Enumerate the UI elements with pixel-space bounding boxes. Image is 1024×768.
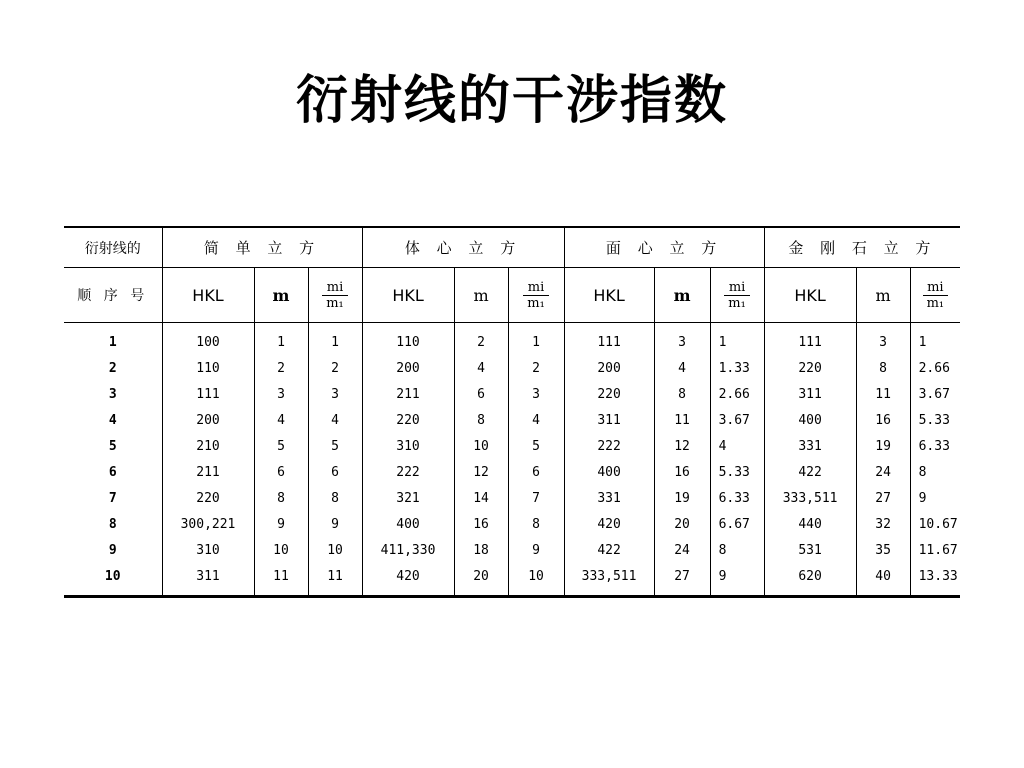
cell-diamond-hkl: 531	[764, 537, 856, 563]
cell-diamond-hkl: 620	[764, 563, 856, 597]
ratio-denominator: m₁	[326, 295, 344, 311]
cell-bcc-ratio: 6	[508, 459, 564, 485]
cell-bcc-hkl: 220	[362, 407, 454, 433]
col-header-hkl: HKL	[362, 268, 454, 323]
col-header-ratio	[508, 268, 564, 323]
cell-row-index: 5	[64, 433, 162, 459]
cell-bcc-m: 4	[454, 355, 508, 381]
cell-fcc-hkl: 333,511	[564, 563, 654, 597]
cell-sc-hkl: 200	[162, 407, 254, 433]
cell-bcc-hkl: 420	[362, 563, 454, 597]
cell-sc-ratio: 3	[308, 381, 362, 407]
col-header-hkl: HKL	[764, 268, 856, 323]
cell-sc-ratio: 6	[308, 459, 362, 485]
table-row	[64, 563, 960, 597]
cell-row-index: 1	[64, 323, 162, 356]
cell-sc-hkl: 310	[162, 537, 254, 563]
cell-fcc-m: 19	[654, 485, 710, 511]
row-index-header-top: 衍射线的	[64, 227, 162, 268]
cell-fcc-m: 8	[654, 381, 710, 407]
table-row	[64, 323, 960, 356]
cell-sc-hkl: 311	[162, 563, 254, 597]
cell-bcc-ratio: 9	[508, 537, 564, 563]
cell-diamond-m: 8	[856, 355, 910, 381]
cell-diamond-hkl: 220	[764, 355, 856, 381]
table-row	[64, 459, 960, 485]
cell-diamond-ratio: 5.33	[918, 412, 950, 428]
cell-sc-hkl: 111	[162, 381, 254, 407]
cell-bcc-hkl: 222	[362, 459, 454, 485]
cell-diamond-m: 35	[856, 537, 910, 563]
table-body	[64, 323, 960, 597]
cell-diamond-hkl: 422	[764, 459, 856, 485]
ratio-denominator: m₁	[926, 295, 945, 311]
cell-sc-m: 10	[254, 537, 308, 563]
cell-fcc-hkl: 111	[564, 323, 654, 356]
cell-fcc-m: 11	[654, 407, 710, 433]
col-header-ratio	[710, 268, 764, 323]
ratio-numerator: mi	[923, 280, 949, 296]
cell-bcc-hkl: 200	[362, 355, 454, 381]
cell-diamond-m: 24	[856, 459, 910, 485]
cell-bcc-m: 16	[454, 511, 508, 537]
cell-row-index: 7	[64, 485, 162, 511]
col-header-m: m	[856, 268, 910, 323]
col-header-m: m	[654, 268, 710, 323]
cell-fcc-hkl: 422	[564, 537, 654, 563]
row-index-header-bottom: 顺 序 号	[64, 268, 162, 323]
cell-fcc-ratio: 5.33	[710, 459, 764, 485]
cell-bcc-hkl: 411,330	[362, 537, 454, 563]
cell-fcc-m: 4	[654, 355, 710, 381]
cell-bcc-hkl: 400	[362, 511, 454, 537]
table-row	[64, 381, 960, 407]
cell-bcc-ratio: 2	[508, 355, 564, 381]
cell-bcc-m: 18	[454, 537, 508, 563]
cell-sc-m: 11	[254, 563, 308, 597]
col-header-ratio	[308, 268, 362, 323]
cell-bcc-hkl: 310	[362, 433, 454, 459]
cell-fcc-ratio: 2.66	[710, 381, 764, 407]
cell-diamond-m: 27	[856, 485, 910, 511]
cell-sc-m: 1	[254, 323, 308, 356]
cell-diamond-ratio: 13.33	[918, 568, 958, 584]
cell-bcc-m: 6	[454, 381, 508, 407]
cell-fcc-ratio: 6.33	[710, 485, 764, 511]
cell-fcc-m: 3	[654, 323, 710, 356]
cell-fcc-ratio: 8	[710, 537, 764, 563]
cell-sc-ratio: 1	[308, 323, 362, 356]
cell-diamond-ratio: 10.67	[918, 516, 958, 532]
cell-diamond-m: 40	[856, 563, 910, 597]
cell-sc-m: 9	[254, 511, 308, 537]
cell-sc-m: 6	[254, 459, 308, 485]
cell-sc-hkl: 110	[162, 355, 254, 381]
table-row	[64, 407, 960, 433]
cell-fcc-m: 20	[654, 511, 710, 537]
cell-fcc-hkl: 420	[564, 511, 654, 537]
cell-sc-m: 4	[254, 407, 308, 433]
cell-diamond-hkl: 400	[764, 407, 856, 433]
cell-fcc-ratio: 1.33	[710, 355, 764, 381]
cell-bcc-hkl: 321	[362, 485, 454, 511]
cell-bcc-hkl: 110	[362, 323, 454, 356]
cell-fcc-ratio: 1	[710, 323, 764, 356]
cell-bcc-m: 2	[454, 323, 508, 356]
table-row	[64, 433, 960, 459]
cell-bcc-m: 10	[454, 433, 508, 459]
group-header-simple-cubic: 简 单 立 方	[162, 227, 362, 268]
col-header-hkl: HKL	[564, 268, 654, 323]
cell-diamond-m: 32	[856, 511, 910, 537]
cell-row-index: 4	[64, 407, 162, 433]
cell-diamond-ratio: 3.67	[918, 386, 950, 402]
cell-bcc-ratio: 1	[508, 323, 564, 356]
cell-bcc-hkl: 211	[362, 381, 454, 407]
cell-sc-hkl: 210	[162, 433, 254, 459]
cell-fcc-ratio: 6.67	[710, 511, 764, 537]
group-header-fcc: 面 心 立 方	[564, 227, 764, 268]
cell-bcc-m: 14	[454, 485, 508, 511]
cell-bcc-m: 20	[454, 563, 508, 597]
cell-bcc-ratio: 4	[508, 407, 564, 433]
ratio-numerator: mi	[322, 280, 348, 296]
cell-row-index: 10	[64, 563, 162, 597]
cell-bcc-ratio: 5	[508, 433, 564, 459]
cell-sc-hkl: 100	[162, 323, 254, 356]
cell-bcc-ratio: 3	[508, 381, 564, 407]
group-header-bcc: 体 心 立 方	[362, 227, 564, 268]
cell-bcc-m: 8	[454, 407, 508, 433]
table-row	[64, 537, 960, 563]
cell-sc-ratio: 2	[308, 355, 362, 381]
cell-bcc-ratio: 7	[508, 485, 564, 511]
cell-sc-ratio: 4	[308, 407, 362, 433]
cell-sc-hkl: 211	[162, 459, 254, 485]
group-header-diamond-cubic: 金 刚 石 立 方	[764, 227, 960, 268]
cell-fcc-hkl: 400	[564, 459, 654, 485]
cell-fcc-hkl: 222	[564, 433, 654, 459]
cell-sc-ratio: 9	[308, 511, 362, 537]
cell-sc-hkl: 300,221	[162, 511, 254, 537]
table-row	[64, 355, 960, 381]
table-row	[64, 511, 960, 537]
cell-fcc-ratio: 3.67	[710, 407, 764, 433]
cell-fcc-m: 27	[654, 563, 710, 597]
cell-diamond-ratio: 8	[918, 464, 927, 480]
col-header-ratio	[910, 268, 960, 323]
cell-sc-ratio: 8	[308, 485, 362, 511]
cell-diamond-ratio: 9	[918, 490, 927, 506]
cell-row-index: 3	[64, 381, 162, 407]
cell-diamond-ratio: 2.66	[918, 360, 950, 376]
cell-diamond-ratio: 1	[918, 334, 927, 350]
interference-index-table	[64, 226, 960, 598]
table-row	[64, 485, 960, 511]
cell-row-index: 8	[64, 511, 162, 537]
cell-diamond-m: 3	[856, 323, 910, 356]
cell-fcc-m: 12	[654, 433, 710, 459]
cell-diamond-ratio: 11.67	[918, 542, 958, 558]
page-title: 衍射线的干涉指数	[295, 71, 728, 131]
cell-diamond-m: 19	[856, 433, 910, 459]
cell-fcc-m: 16	[654, 459, 710, 485]
cell-sc-m: 2	[254, 355, 308, 381]
cell-fcc-hkl: 220	[564, 381, 654, 407]
cell-sc-ratio: 11	[308, 563, 362, 597]
cell-diamond-m: 16	[856, 407, 910, 433]
cell-diamond-hkl: 331	[764, 433, 856, 459]
cell-bcc-m: 12	[454, 459, 508, 485]
cell-sc-m: 5	[254, 433, 308, 459]
ratio-denominator: m₁	[728, 295, 746, 311]
cell-fcc-ratio: 4	[710, 433, 764, 459]
cell-sc-m: 8	[254, 485, 308, 511]
cell-sc-hkl: 220	[162, 485, 254, 511]
cell-fcc-m: 24	[654, 537, 710, 563]
cell-diamond-m: 11	[856, 381, 910, 407]
cell-sc-ratio: 5	[308, 433, 362, 459]
cell-diamond-hkl: 311	[764, 381, 856, 407]
cell-row-index: 9	[64, 537, 162, 563]
col-header-m: m	[454, 268, 508, 323]
cell-row-index: 6	[64, 459, 162, 485]
cell-diamond-hkl: 440	[764, 511, 856, 537]
cell-diamond-ratio: 6.33	[918, 438, 950, 454]
cell-sc-m: 3	[254, 381, 308, 407]
ratio-numerator: mi	[724, 280, 750, 296]
cell-sc-ratio: 10	[308, 537, 362, 563]
col-header-m: m	[254, 268, 308, 323]
cell-fcc-hkl: 331	[564, 485, 654, 511]
ratio-numerator: mi	[523, 280, 549, 296]
cell-fcc-ratio: 9	[710, 563, 764, 597]
ratio-denominator: m₁	[527, 295, 545, 311]
cell-bcc-ratio: 10	[508, 563, 564, 597]
cell-diamond-hkl: 111	[764, 323, 856, 356]
cell-row-index: 2	[64, 355, 162, 381]
cell-fcc-hkl: 311	[564, 407, 654, 433]
col-header-hkl: HKL	[162, 268, 254, 323]
cell-fcc-hkl: 200	[564, 355, 654, 381]
cell-diamond-hkl: 333,511	[764, 485, 856, 511]
cell-bcc-ratio: 8	[508, 511, 564, 537]
